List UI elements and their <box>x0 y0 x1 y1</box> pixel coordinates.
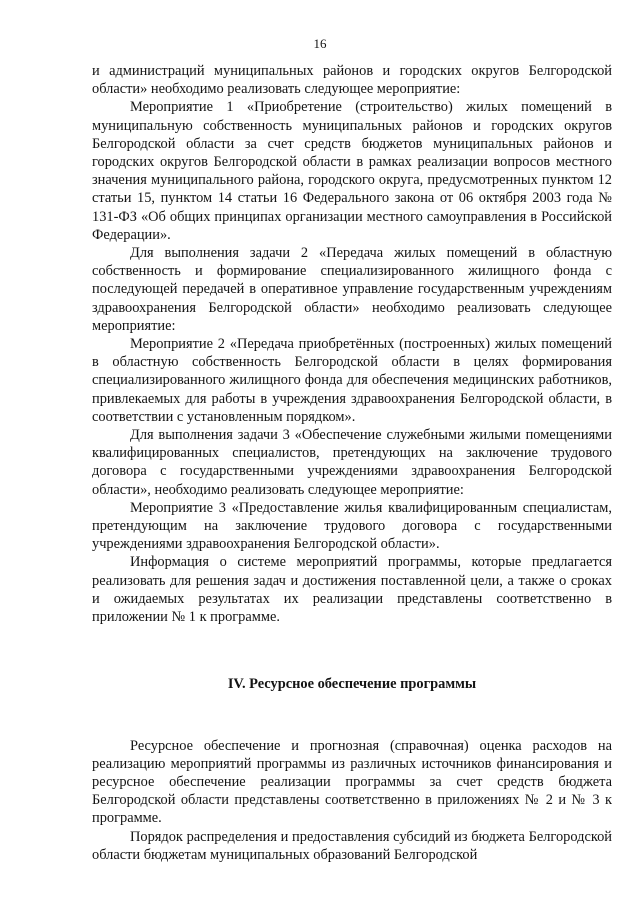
paragraphs-after-heading <box>92 737 612 864</box>
paragraph: Информация о системе мероприятий программы, которые предлагается реализовать для решения задач и достижения поставленной цели, а также о сроках и ожидаемых результатах их реализации представлены соответственно в приложении № 1 к программе. <box>92 554 612 626</box>
paragraph: Ресурсное обеспечение и прогнозная (справочная) оценка расходов на реализацию мероприятий программы из различных источников финансирования и ресурсное обеспечение реализации программы за счет средств бюджета Белгородской области представлены соответственно в приложениях № 2 и № 3 к программе. <box>92 737 612 827</box>
paragraph: Мероприятие 1 «Приобретение (строительство) жилых помещений в муниципальную собственность муниципальных районов и городских округов Белгородской области за счет средств бюджетов муниципальных районов и городских округов Белгородской области в рамках реализации вопросов местного значения муниципального района, городского округа, предусмотренных пунктом 12 статьи 15, пунктом 14 статьи 16 Федерального закона от 06 октября 2003 года № 131-ФЗ «Об общих принципах организации местного самоуправления в Российской Федерации». <box>92 99 612 243</box>
paragraph: Для выполнения задачи 3 «Обеспечение служебными жилыми помещениями квалифицированных специалистов, претендующих на заключение трудового договора с государственными учреждениями здравоохранения Белгородской области», необходимо реализовать следующее мероприятие: <box>92 427 612 498</box>
paragraph: Для выполнения задачи 2 «Передача жилых помещений в областную собственность и формирование специализированного жилищного фонда с последующей передачей в оперативное управление государственным учреждениям здравоохранения Белгородской области» необходимо реализовать следующее мероприятие: <box>92 245 612 334</box>
paragraph: Порядок распределения и предоставления субсидий из бюджета Белгородской области бюджетам муниципальных образований Белгородской <box>92 828 612 863</box>
document-body <box>92 62 612 864</box>
paragraph: Мероприятие 2 «Передача приобретённых (построенных) жилых помещений в областную собственность Белгородской области в целях формирования специализированного жилищного фонда для обеспечения медицинских работников, привлекаемых для работы в учреждения здравоохранения Белгородской области, в соответствии с установленным порядком». <box>92 336 612 425</box>
page-number: 16 <box>313 36 327 51</box>
section-heading: IV. Ресурсное обеспечение программы <box>227 676 477 693</box>
paragraph: Мероприятие 3 «Предоставление жилья квалифицированным специалистам, претендующим на заключение трудового договора с государственными учреждениями здравоохранения Белгородской области». <box>92 499 612 553</box>
paragraphs-before-heading <box>92 62 612 626</box>
paragraph: и администраций муниципальных районов и городских округов Белгородской области» необходимо реализовать следующее мероприятие: <box>92 63 612 98</box>
